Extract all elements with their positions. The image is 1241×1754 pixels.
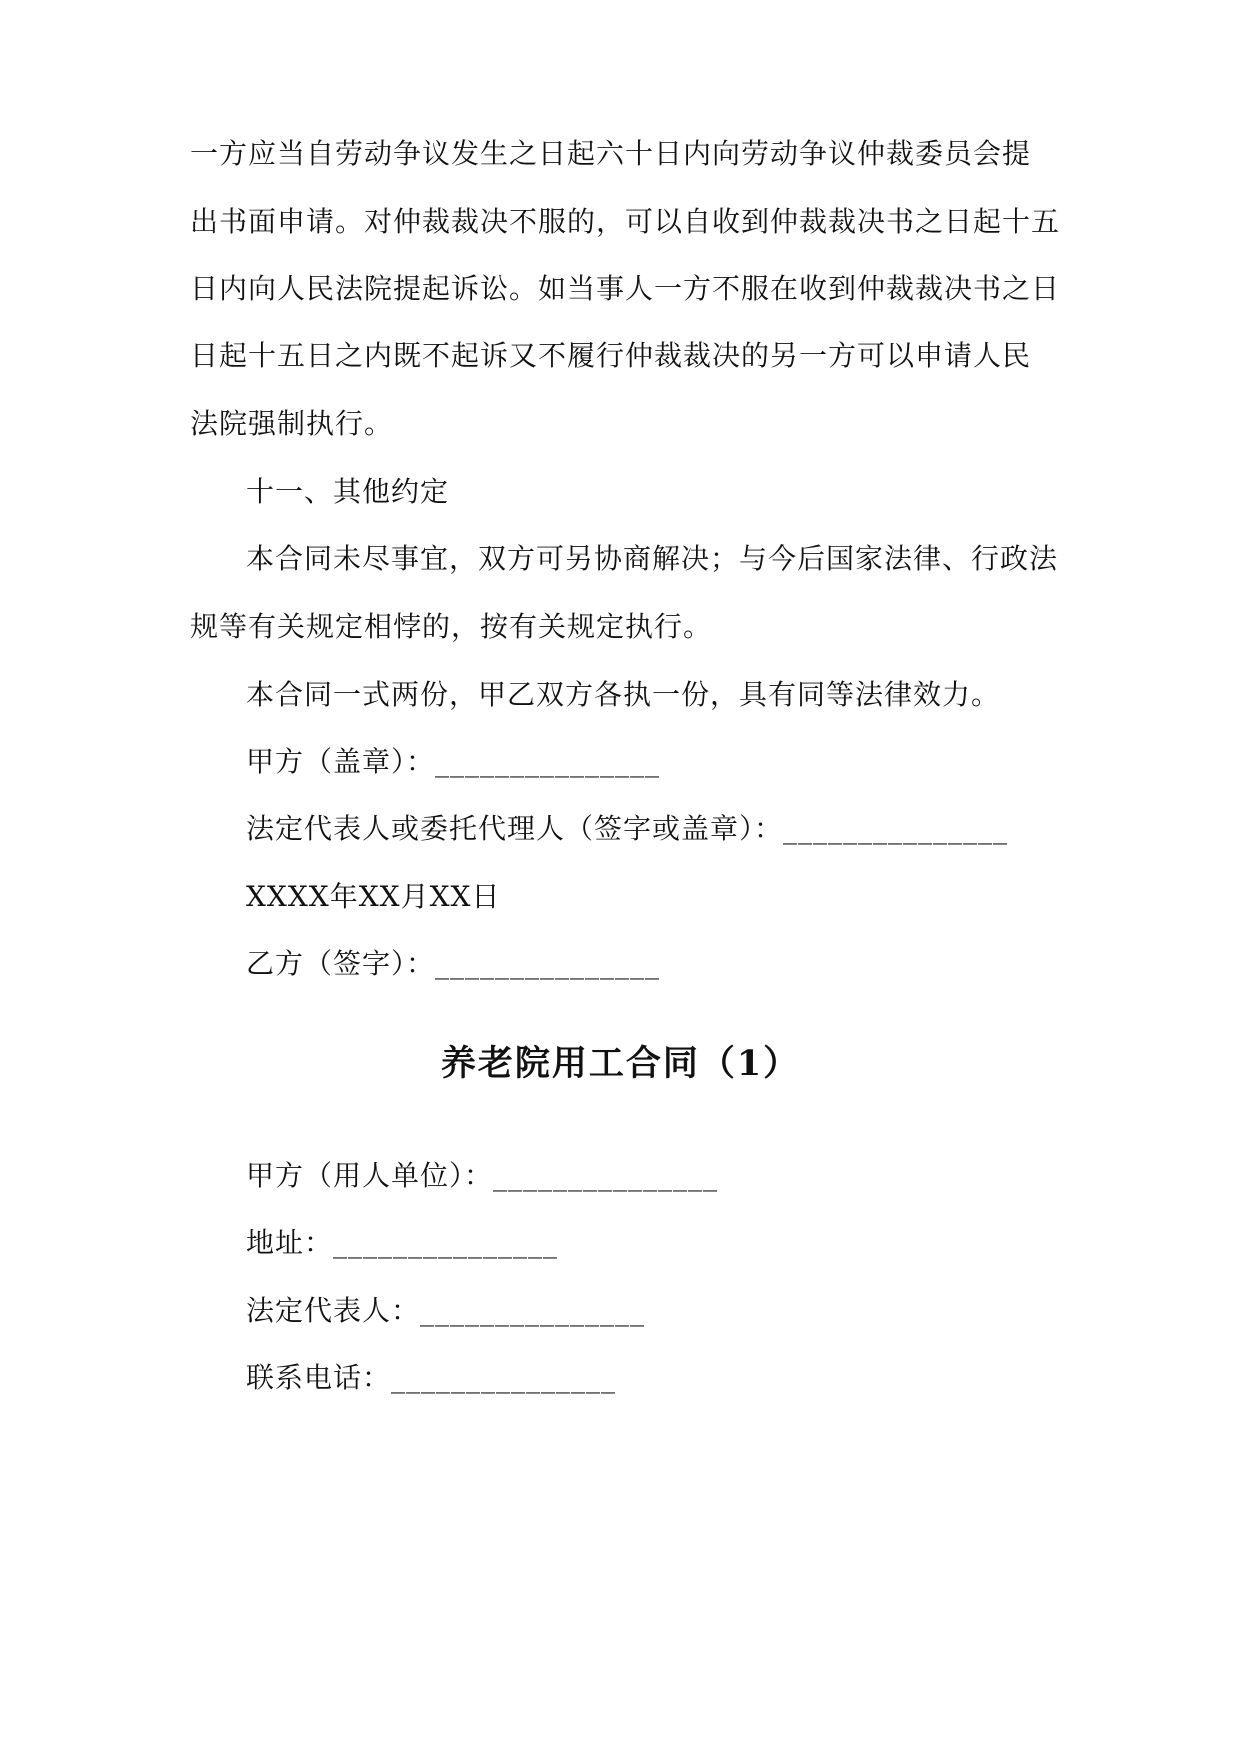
date-line: XXXX年XX月XX日 <box>246 880 501 913</box>
paragraph-line: 本合同一式两份，甲乙双方各执一份，具有同等法律效力。 <box>246 678 1001 711</box>
paragraph-line: 法院强制执行。 <box>190 407 394 440</box>
phone-field: 联系电话：_______________ <box>246 1361 617 1394</box>
paragraph-line: 本合同未尽事宜，双方可另协商解决；与今后国家法律、行政法 <box>246 542 1059 575</box>
party-a-seal-line: 甲方（盖章）：_______________ <box>246 745 661 778</box>
paragraph-line: 规等有关规定相悖的，按有关规定执行。 <box>190 610 713 643</box>
legal-representative-field: 法定代表人：_______________ <box>246 1294 646 1327</box>
paragraph-line: 出书面申请。对仲裁裁决不服的，可以自收到仲裁裁决书之日起十五 <box>190 205 1061 238</box>
address-field: 地址：_______________ <box>246 1226 559 1259</box>
paragraph-line: 日内向人民法院提起诉讼。如当事人一方不服在收到仲裁裁决书之日 <box>190 272 1061 305</box>
contract-title: 养老院用工合同（1） <box>440 1043 801 1084</box>
party-b-signature-line: 乙方（签字）：_______________ <box>246 947 661 980</box>
paragraph-line: 日起十五日之内既不起诉又不履行仲裁裁决的另一方可以申请人民 <box>190 339 1032 372</box>
paragraph-line: 一方应当自劳动争议发生之日起六十日内向劳动争议仲裁委员会提 <box>190 137 1032 170</box>
employer-field: 甲方（用人单位）：_______________ <box>246 1159 719 1192</box>
section-heading: 十一、其他约定 <box>246 475 450 508</box>
representative-signature-line: 法定代表人或委托代理人（签字或盖章）：_______________ <box>246 812 1009 845</box>
